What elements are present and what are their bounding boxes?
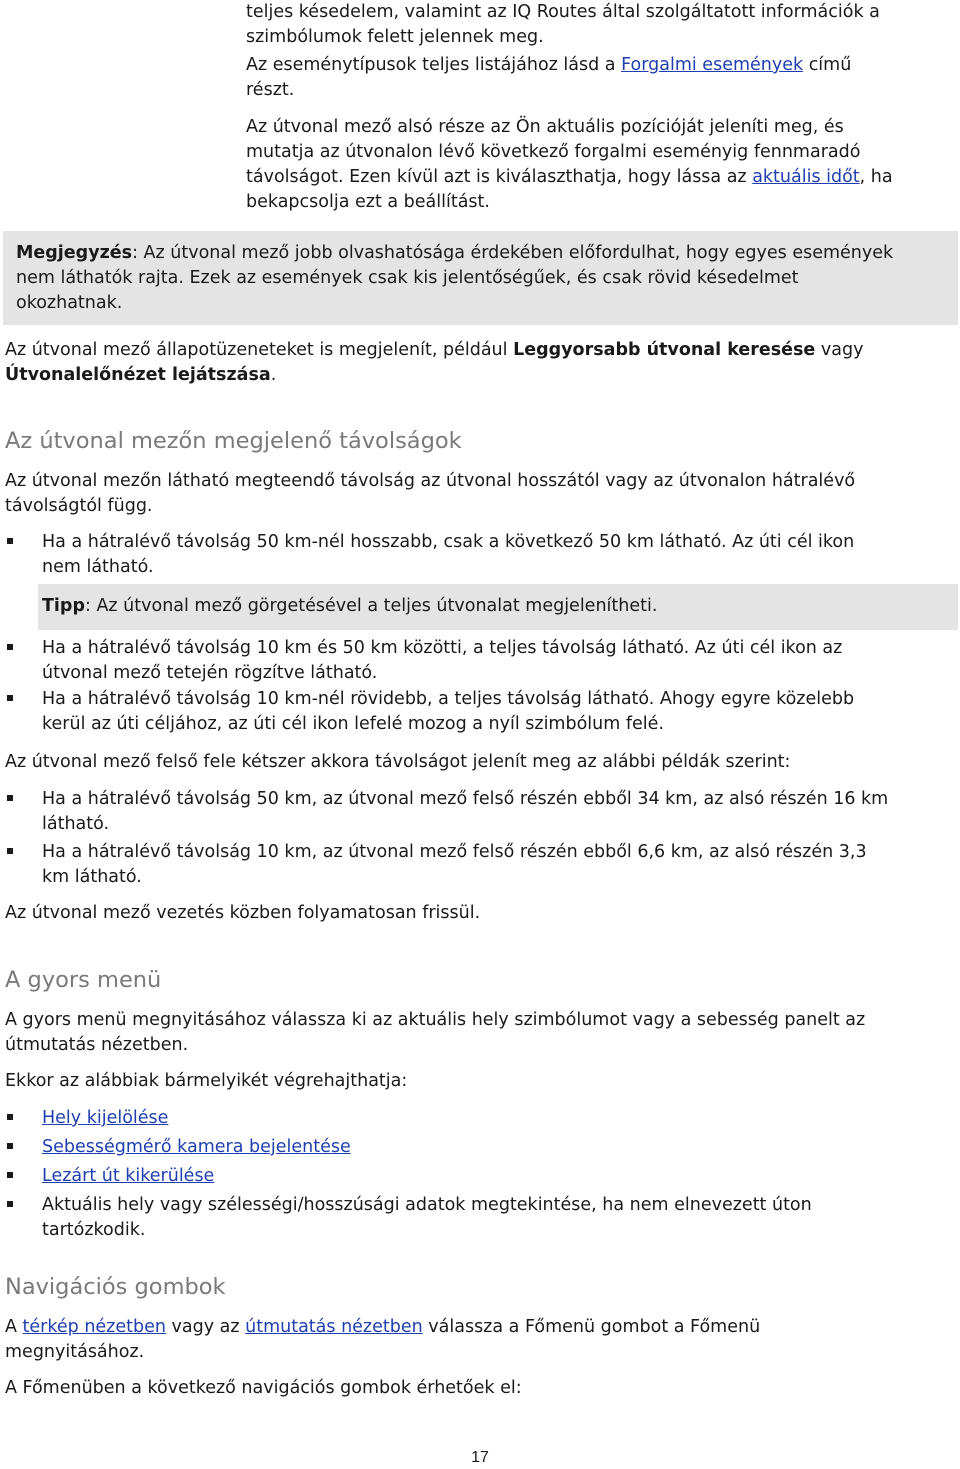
link-guidance-view[interactable]: útmutatás nézetben: [245, 1317, 423, 1337]
list-item: Ha a hátralévő távolság 10 km, az útvonal mező felső részén ebből 6,6 km, az alsó részén 3,3 km látható.: [5, 840, 945, 890]
bullet-square-icon: [7, 848, 13, 854]
paragraph-upper-half: Az útvonal mező felső fele kétszer akkora távolságot jelenít meg az alábbi példák szerint:: [5, 752, 791, 772]
paragraph-open-main-menu: A térkép nézetben vagy az útmutatás nézetben válassza a Főmenü gombot a Főmenü megnyitásához.: [5, 1317, 761, 1362]
bullet-square-icon: [7, 538, 13, 544]
list-item: Ha a hátralévő távolság 10 km-nél rövidebb, a teljes távolság látható. Ahogy egyre közelebb kerül az úti céljához, az úti cél ikon lefelé mozog a nyíl szimbólum felé.: [5, 687, 945, 737]
paragraph-event-types: Az eseménytípusok teljes listájához lásd a Forgalmi események című részt.: [246, 55, 852, 100]
link-avoid-blocked-road[interactable]: Lezárt út kikerülése: [42, 1166, 215, 1186]
link-report-speed-camera[interactable]: Sebességmérő kamera bejelentése: [42, 1137, 351, 1157]
list-item: Ha a hátralévő távolság 50 km, az útvonal mező felső részén ebből 34 km, az alsó részén 16 km látható.: [5, 787, 945, 837]
bullet-square-icon: [7, 1143, 13, 1149]
bullet-square-icon: [7, 1172, 13, 1178]
paragraph-status-messages: Az útvonal mező állapotüzeneteket is megjelenít, például Leggyorsabb útvonal keresése vagy Útvonalelőnézet lejátszása.: [5, 340, 864, 385]
bullet-square-icon: [7, 795, 13, 801]
bullet-list-distance-rule-1: [5, 530, 945, 580]
section-heading-quick-menu: A gyors menü: [5, 967, 162, 993]
bullet-square-icon: [7, 1201, 13, 1207]
list-item: Ha a hátralévő távolság 50 km-nél hosszabb, csak a következő 50 km látható. Az úti cél ikon nem látható.: [5, 530, 945, 580]
list-item: [5, 1106, 945, 1131]
paragraph-refresh: Az útvonal mező vezetés közben folyamatosan frissül.: [5, 903, 481, 923]
section-heading-distances: Az útvonal mezőn megjelenő távolságok: [5, 428, 462, 454]
list-item: Aktuális hely vagy szélességi/hosszúsági adatok megtekintése, ha nem elnevezett úton tartózkodik.: [5, 1193, 945, 1243]
paragraph-route-bar-bottom: Az útvonal mező alsó része az Ön aktuális pozícióját jeleníti meg, és mutatja az útvonalon lévő következő forgalmi eseményig fennmaradó távolságot. Ezen kívül azt is kiválaszthatja, hogy lássa az aktuális időt, ha bekapcsolja ezt a beállítást.: [246, 117, 893, 212]
bullet-square-icon: [7, 695, 13, 701]
tip-label: Tipp: [42, 596, 85, 616]
bullet-square-icon: [7, 1114, 13, 1120]
paragraph-distance-intro: Az útvonal mezőn látható megteendő távolság az útvonal hosszától vagy az útvonalon hátralévő távolságtól függ.: [5, 471, 856, 516]
section-heading-navigation-buttons: Navigációs gombok: [5, 1274, 226, 1300]
tip-box: Tipp: Az útvonal mező görgetésével a teljes útvonalat megjelenítheti.: [38, 584, 958, 630]
link-map-view[interactable]: térkép nézetben: [22, 1317, 166, 1337]
bullet-square-icon: [7, 644, 13, 650]
link-traffic-events[interactable]: Forgalmi események: [621, 55, 804, 75]
link-current-time[interactable]: aktuális időt: [752, 167, 860, 187]
bullet-list-examples: [5, 787, 945, 890]
paragraph-quick-menu-options: Ekkor az alábbiak bármelyikét végrehajthatja:: [5, 1071, 408, 1091]
link-mark-location[interactable]: Hely kijelölése: [42, 1108, 169, 1128]
bullet-list-distance-rules: [5, 636, 945, 737]
list-item: Ha a hátralévő távolság 10 km és 50 km közötti, a teljes távolság látható. Az úti cél ikon az útvonal mező tetején rögzítve látható.: [5, 636, 945, 686]
paragraph-quick-menu-open: A gyors menü megnyitásához válassza ki az aktuális hely szimbólumot vagy a sebesség panelt az útmutatás nézetben.: [5, 1010, 866, 1055]
page-number: 17: [471, 1449, 489, 1466]
note-box: Megjegyzés: Az útvonal mező jobb olvashatósága érdekében előfordulhat, hogy egyes események nem láthatók rajta. Ezek az események csak kis jelentőségűek, és csak rövid késedelmet okozhatnak.: [3, 231, 958, 325]
list-item: [5, 1135, 945, 1160]
note-label: Megjegyzés: [16, 243, 133, 263]
bullet-list-quick-menu: [5, 1106, 945, 1243]
paragraph-continuation: teljes késedelem, valamint az IQ Routes által szolgáltatott információk a szimbólumok felett jelennek meg.: [246, 2, 880, 47]
list-item: [5, 1164, 945, 1189]
paragraph-nav-buttons-available: A Főmenüben a következő navigációs gombok érhetőek el:: [5, 1378, 522, 1398]
